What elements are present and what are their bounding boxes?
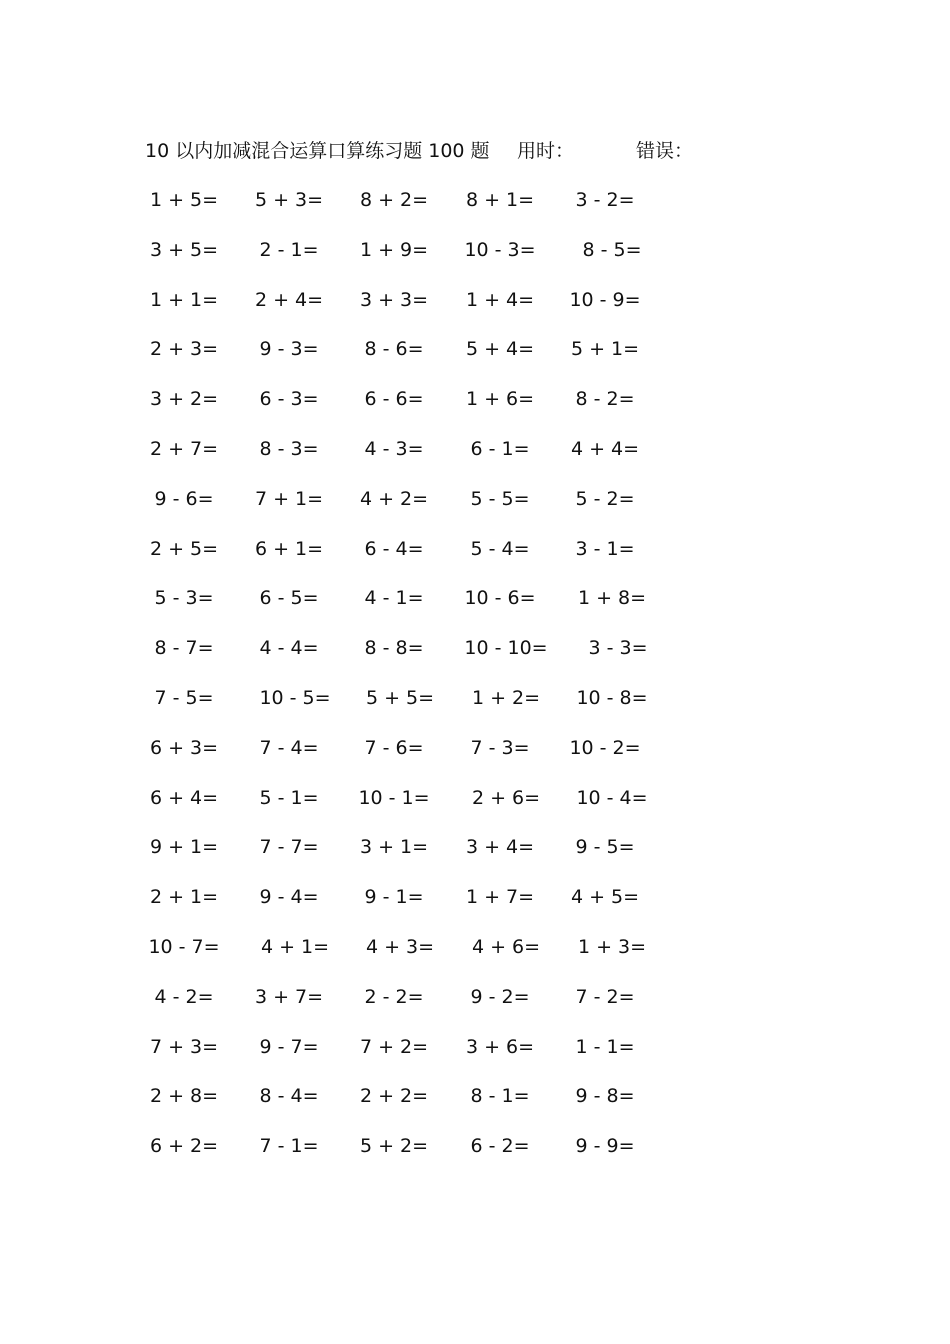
problem-item: 10 - 4= bbox=[576, 787, 648, 809]
problem-item: 6 + 2= bbox=[149, 1135, 219, 1157]
problem-item: 4 + 3= bbox=[365, 936, 435, 958]
problem-item: 10 - 6= bbox=[464, 587, 536, 609]
problem-item: 7 - 4= bbox=[259, 737, 319, 759]
problem-item: 1 + 1= bbox=[149, 289, 219, 311]
problem-item: 10 - 10= bbox=[464, 637, 548, 659]
problem-item: 7 - 3= bbox=[470, 737, 530, 759]
problem-item: 8 - 2= bbox=[575, 388, 635, 410]
errors-label: 错误： bbox=[636, 140, 694, 162]
problem-item: 6 + 1= bbox=[254, 538, 324, 560]
problem-item: 3 + 5= bbox=[149, 239, 219, 261]
problem-item: 10 - 3= bbox=[464, 239, 536, 261]
problem-item: 6 + 4= bbox=[149, 787, 219, 809]
problem-item: 1 + 9= bbox=[359, 239, 429, 261]
problem-item: 9 - 8= bbox=[575, 1085, 635, 1107]
problem-item: 4 + 1= bbox=[260, 936, 330, 958]
problem-item: 4 - 1= bbox=[364, 587, 424, 609]
problem-item: 10 - 8= bbox=[576, 687, 648, 709]
problem-item: 2 - 1= bbox=[259, 239, 319, 261]
problem-item: 1 - 1= bbox=[575, 1036, 635, 1058]
problem-item: 7 - 5= bbox=[154, 687, 214, 709]
problem-item: 5 - 5= bbox=[470, 488, 530, 510]
problem-item: 9 - 1= bbox=[364, 886, 424, 908]
problem-item: 2 + 6= bbox=[471, 787, 541, 809]
problem-item: 1 + 5= bbox=[149, 189, 219, 211]
problem-item: 9 - 7= bbox=[259, 1036, 319, 1058]
problem-item: 2 - 2= bbox=[364, 986, 424, 1008]
problem-item: 3 + 4= bbox=[465, 836, 535, 858]
problem-item: 7 + 2= bbox=[359, 1036, 429, 1058]
problem-item: 1 + 7= bbox=[465, 886, 535, 908]
problem-item: 8 - 3= bbox=[259, 438, 319, 460]
problem-item: 7 - 6= bbox=[364, 737, 424, 759]
problem-item: 5 + 3= bbox=[254, 189, 324, 211]
problem-item: 10 - 9= bbox=[569, 289, 641, 311]
problem-item: 5 + 1= bbox=[570, 338, 640, 360]
problem-item: 10 - 7= bbox=[148, 936, 220, 958]
problem-item: 4 + 4= bbox=[570, 438, 640, 460]
problem-item: 8 - 7= bbox=[154, 637, 214, 659]
problem-item: 6 - 4= bbox=[364, 538, 424, 560]
problem-item: 2 + 7= bbox=[149, 438, 219, 460]
problem-item: 3 + 6= bbox=[465, 1036, 535, 1058]
problem-item: 4 + 2= bbox=[359, 488, 429, 510]
problem-item: 9 - 2= bbox=[470, 986, 530, 1008]
problem-item: 9 - 6= bbox=[154, 488, 214, 510]
problem-item: 5 + 4= bbox=[465, 338, 535, 360]
problem-item: 1 + 8= bbox=[577, 587, 647, 609]
problem-item: 8 - 5= bbox=[582, 239, 642, 261]
worksheet-title: 10 以内加减混合运算口算练习题 100 题 bbox=[145, 140, 490, 162]
problem-item: 7 + 3= bbox=[149, 1036, 219, 1058]
problem-item: 6 - 1= bbox=[470, 438, 530, 460]
problem-item: 5 - 2= bbox=[575, 488, 635, 510]
problem-item: 3 + 3= bbox=[359, 289, 429, 311]
problem-item: 5 - 4= bbox=[470, 538, 530, 560]
problem-item: 2 + 8= bbox=[149, 1085, 219, 1107]
problem-item: 8 - 1= bbox=[470, 1085, 530, 1107]
problem-item: 9 - 3= bbox=[259, 338, 319, 360]
problem-item: 6 + 3= bbox=[149, 737, 219, 759]
problem-item: 3 + 7= bbox=[254, 986, 324, 1008]
problem-item: 4 - 3= bbox=[364, 438, 424, 460]
problem-item: 10 - 5= bbox=[259, 687, 331, 709]
problem-item: 4 - 2= bbox=[154, 986, 214, 1008]
problem-item: 3 - 3= bbox=[588, 637, 648, 659]
problem-item: 3 - 1= bbox=[575, 538, 635, 560]
problem-item: 5 + 5= bbox=[365, 687, 435, 709]
problem-item: 3 - 2= bbox=[575, 189, 635, 211]
problem-item: 8 + 2= bbox=[359, 189, 429, 211]
problem-item: 8 - 6= bbox=[364, 338, 424, 360]
problem-item: 2 + 4= bbox=[254, 289, 324, 311]
problem-item: 8 - 4= bbox=[259, 1085, 319, 1107]
problem-item: 9 - 9= bbox=[575, 1135, 635, 1157]
problem-item: 2 + 3= bbox=[149, 338, 219, 360]
problem-item: 6 - 2= bbox=[470, 1135, 530, 1157]
problem-item: 1 + 2= bbox=[471, 687, 541, 709]
problem-item: 7 - 7= bbox=[259, 836, 319, 858]
problem-item: 5 - 3= bbox=[154, 587, 214, 609]
problem-item: 9 - 4= bbox=[259, 886, 319, 908]
problem-item: 2 + 5= bbox=[149, 538, 219, 560]
problem-item: 3 + 2= bbox=[149, 388, 219, 410]
problem-item: 6 - 5= bbox=[259, 587, 319, 609]
problem-item: 4 + 5= bbox=[570, 886, 640, 908]
problem-item: 7 - 1= bbox=[259, 1135, 319, 1157]
problem-item: 1 + 6= bbox=[465, 388, 535, 410]
time-used-label: 用时： bbox=[517, 140, 575, 162]
problem-item: 2 + 1= bbox=[149, 886, 219, 908]
problem-item: 7 - 2= bbox=[575, 986, 635, 1008]
problem-item: 5 + 2= bbox=[359, 1135, 429, 1157]
problem-item: 9 - 5= bbox=[575, 836, 635, 858]
problem-item: 9 + 1= bbox=[149, 836, 219, 858]
problem-item: 3 + 1= bbox=[359, 836, 429, 858]
problem-item: 1 + 3= bbox=[577, 936, 647, 958]
problem-item: 10 - 2= bbox=[569, 737, 641, 759]
problem-item: 4 - 4= bbox=[259, 637, 319, 659]
problem-item: 6 - 3= bbox=[259, 388, 319, 410]
problem-item: 1 + 4= bbox=[465, 289, 535, 311]
problem-item: 8 + 1= bbox=[465, 189, 535, 211]
problem-item: 7 + 1= bbox=[254, 488, 324, 510]
problem-item: 6 - 6= bbox=[364, 388, 424, 410]
problem-item: 5 - 1= bbox=[259, 787, 319, 809]
problem-item: 10 - 1= bbox=[358, 787, 430, 809]
problem-item: 8 - 8= bbox=[364, 637, 424, 659]
problem-item: 2 + 2= bbox=[359, 1085, 429, 1107]
problem-item: 4 + 6= bbox=[471, 936, 541, 958]
